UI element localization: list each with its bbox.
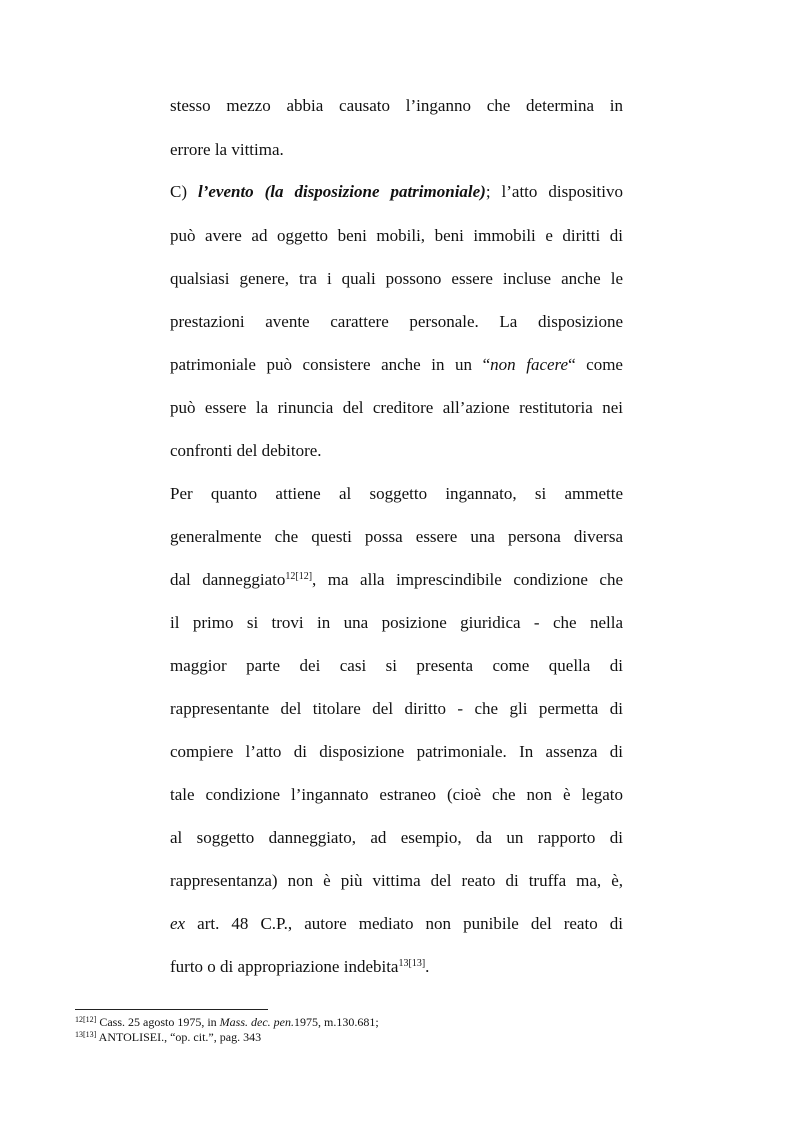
body-line: stesso mezzo abbia causato l’inganno che determina in — [170, 96, 623, 115]
body-line: furto o di appropriazione indebita$^{13[13]}$. — [170, 957, 430, 976]
body-line: ex art. 48 C.P., autore mediato non punibile del reato di — [170, 914, 623, 933]
footnote-ref[interactable]: 12[12] — [285, 571, 313, 582]
body-line: dal danneggiato$^{12[12]}$, ma alla imprescindibile condizione che — [170, 570, 623, 589]
body-line: al soggetto danneggiato, ad esempio, da un rapporto di — [170, 828, 623, 847]
footnote-ref[interactable]: 13[13] — [398, 958, 426, 969]
footnote-mark: 13[13] — [75, 1030, 97, 1039]
body-line: compiere l’atto di disposizione patrimoniale. In assenza di — [170, 742, 623, 761]
body-line: rappresentanza) non è più vittima del reato di truffa ma, è, — [170, 871, 623, 890]
footnote: $^{13[13]}$ ANTOLISEI., “op. cit.”, pag. 343 — [75, 1030, 262, 1044]
footnote-mark: 12[12] — [75, 1015, 97, 1024]
body-line: patrimoniale può consistere anche in un “non facere“ come — [170, 355, 623, 374]
body-line: errore la vittima. — [170, 140, 284, 159]
body-line: rappresentante del titolare del diritto - che gli permetta di — [170, 699, 623, 718]
body-line: può essere la rinuncia del creditore all’azione restitutoria nei — [170, 398, 623, 417]
body-line: maggior parte dei casi si presenta come quella di — [170, 656, 623, 675]
body-line: il primo si trovi in una posizione giuridica - che nella — [170, 613, 623, 632]
italic-term: ex — [170, 914, 186, 933]
body-line: qualsiasi genere, tra i quali possono essere incluse anche le — [170, 269, 623, 288]
body-line: può avere ad oggetto beni mobili, beni immobili e diritti di — [170, 226, 623, 245]
body-line: Per quanto attiene al soggetto ingannato, si ammette — [170, 484, 623, 503]
footnote: $^{12[12]}$ Cass. 25 agosto 1975, in Mass. dec. pen.1975, m.130.681; — [75, 1015, 379, 1029]
italic-term: non facere — [490, 355, 569, 374]
body-line: tale condizione l’ingannato estraneo (cioè che non è legato — [170, 785, 623, 804]
body-line: generalmente che questi possa essere una persona diversa — [170, 527, 623, 546]
body-line: prestazioni avente carattere personale. La disposizione — [170, 312, 623, 331]
body-line: C) l’evento (la disposizione patrimoniale); l’atto dispositivo — [170, 182, 623, 201]
body-line: confronti del debitore. — [170, 441, 322, 460]
footnote-separator — [75, 1009, 268, 1010]
section-heading-emphasis: l’evento (la disposizione patrimoniale) — [197, 182, 486, 201]
